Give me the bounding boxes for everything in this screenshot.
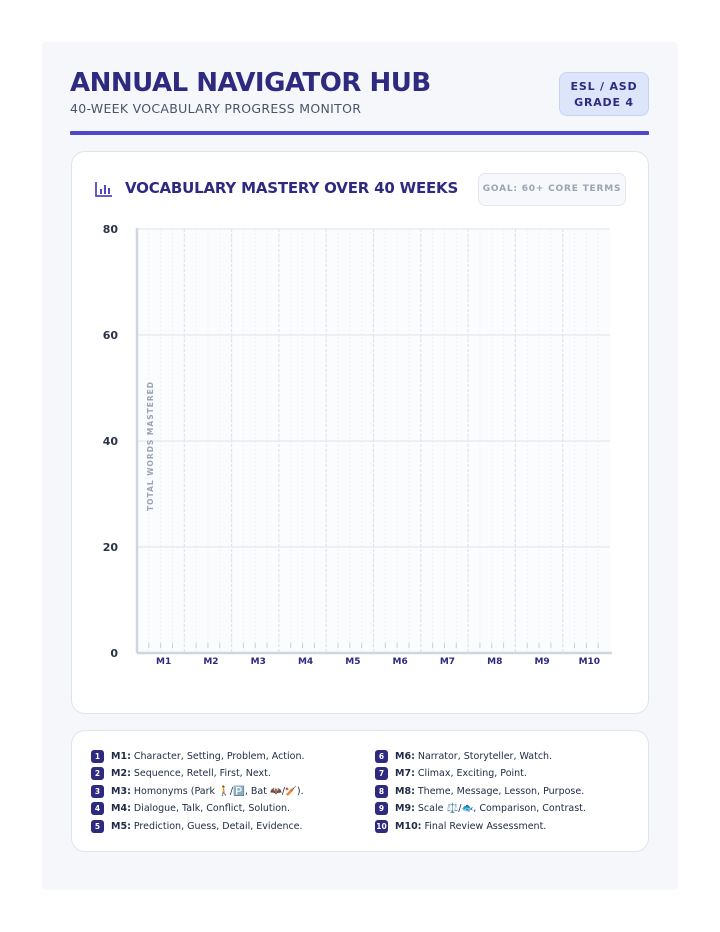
x-tick-label: M5	[345, 657, 361, 667]
badge-program: ESL / ASD	[570, 80, 638, 93]
legend-module-code: M1:	[111, 750, 131, 762]
legend-item	[91, 784, 304, 798]
legend-item	[91, 767, 271, 781]
legend-module-words: Prediction, Guess, Detail, Evidence.	[133, 820, 303, 832]
legend-module-words: Narrator, Storyteller, Watch.	[417, 750, 553, 762]
y-tick-label: 60	[102, 329, 118, 342]
legend-number: 9	[375, 802, 388, 815]
legend-module-code: M10:	[395, 820, 422, 832]
legend-module-code: M3:	[111, 785, 131, 797]
x-tick-label: M9	[534, 657, 550, 667]
legend-item	[91, 749, 305, 763]
legend-module-code: M8:	[395, 785, 415, 797]
legend-number: 2	[91, 767, 104, 780]
legend-item	[91, 819, 303, 833]
legend-number: 3	[91, 785, 104, 798]
y-tick-label: 0	[110, 647, 118, 660]
x-tick-label: M8	[487, 657, 503, 667]
legend-item	[375, 802, 586, 816]
legend-module-words: Theme, Message, Lesson, Purpose.	[417, 785, 585, 797]
legend-module-code: M2:	[111, 768, 131, 780]
y-tick-label: 80	[102, 223, 118, 236]
page-title: ANNUAL NAVIGATOR HUB	[70, 68, 431, 98]
legend-module-words: Homonyms (Park 🚶/🅿️, Bat 🦇/🏏).	[133, 785, 304, 797]
legend-number: 1	[91, 750, 104, 763]
y-tick-label: 40	[102, 435, 118, 448]
legend-number: 4	[91, 802, 104, 815]
legend-module-code: M6:	[395, 750, 415, 762]
legend-module-words: Climax, Exciting, Point.	[417, 768, 527, 780]
legend-module-code: M4:	[111, 803, 131, 815]
chart-title: VOCABULARY MASTERY OVER 40 WEEKS	[125, 179, 459, 197]
legend-module-words: Scale ⚖️/🐟, Comparison, Contrast.	[417, 803, 586, 815]
page-subtitle: 40-WEEK VOCABULARY PROGRESS MONITOR	[70, 101, 362, 116]
legend-module-code: M7:	[395, 768, 415, 780]
x-tick-label: M2	[203, 657, 219, 667]
legend-module-words: Final Review Assessment.	[424, 820, 547, 832]
legend-item	[375, 819, 546, 833]
legend-item	[375, 767, 527, 781]
y-tick-label: 20	[102, 541, 118, 554]
legend-number: 8	[375, 785, 388, 798]
x-tick-label: M3	[250, 657, 266, 667]
legend-module-words: Sequence, Retell, First, Next.	[133, 768, 271, 780]
legend-module-code: M5:	[111, 820, 131, 832]
legend-module-words: Character, Setting, Problem, Action.	[133, 750, 305, 762]
legend-item	[91, 802, 290, 816]
legend-module-words: Dialogue, Talk, Conflict, Solution.	[133, 803, 291, 815]
x-tick-label: M6	[392, 657, 408, 667]
legend-item	[375, 784, 584, 798]
legend-number: 7	[375, 767, 388, 780]
legend-number: 10	[376, 821, 387, 831]
x-tick-label: M4	[297, 657, 314, 667]
x-tick-label: M10	[578, 657, 601, 667]
badge-grade: GRADE 4	[574, 96, 634, 109]
y-axis-title: TOTAL WORDS MASTERED	[146, 381, 155, 511]
legend-number: 5	[91, 820, 104, 833]
legend-module-code: M9:	[395, 803, 415, 815]
x-tick-label: M7	[439, 657, 456, 667]
legend-number: 6	[375, 750, 388, 763]
goal-badge: GOAL: 60+ CORE TERMS	[478, 173, 626, 206]
legend-item	[375, 749, 552, 763]
x-tick-label: M1	[156, 657, 172, 667]
